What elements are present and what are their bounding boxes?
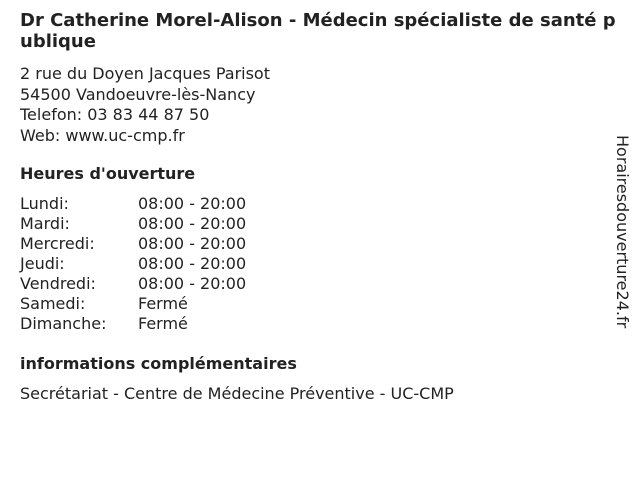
hours-row bbox=[20, 274, 246, 294]
hours-row bbox=[20, 194, 246, 214]
time-value: 08:00 - 20:00 bbox=[138, 194, 247, 213]
time-value: 08:00 - 20:00 bbox=[138, 274, 247, 293]
day-label: Mardi: bbox=[20, 214, 70, 233]
day-label: Mercredi: bbox=[20, 234, 95, 253]
hours-row bbox=[20, 294, 246, 314]
info-text: Secrétariat - Centre de Médecine Préventive - UC-CMP bbox=[20, 384, 454, 403]
site-brand-watermark: Horairesdouverture24.fr bbox=[613, 135, 632, 329]
hours-row bbox=[20, 214, 246, 234]
phone-number: Telefon: 03 83 44 87 50 bbox=[20, 105, 210, 124]
day-label: Samedi: bbox=[20, 294, 86, 313]
time-value: Fermé bbox=[138, 294, 188, 313]
info-heading: informations complémentaires bbox=[20, 354, 297, 373]
street-address: 2 rue du Doyen Jacques Parisot bbox=[20, 64, 270, 83]
page-title: Dr Catherine Morel-Alison - Médecin spécialiste de santé publique bbox=[20, 10, 616, 52]
time-value: 08:00 - 20:00 bbox=[138, 234, 247, 253]
day-label: Dimanche: bbox=[20, 314, 107, 333]
time-value: 08:00 - 20:00 bbox=[138, 254, 247, 273]
website: Web: www.uc-cmp.fr bbox=[20, 125, 185, 145]
time-value: 08:00 - 20:00 bbox=[138, 214, 247, 233]
address-block bbox=[20, 64, 270, 146]
hours-row bbox=[20, 234, 246, 254]
day-label: Vendredi: bbox=[20, 274, 96, 293]
opening-hours-table bbox=[20, 194, 246, 334]
hours-row bbox=[20, 254, 246, 274]
day-label: Lundi: bbox=[20, 194, 69, 213]
day-label: Jeudi: bbox=[20, 254, 65, 273]
hours-row bbox=[20, 314, 246, 334]
time-value: Fermé bbox=[138, 314, 188, 333]
hours-heading: Heures d'ouverture bbox=[20, 164, 196, 183]
city: 54500 Vandoeuvre-lès-Nancy bbox=[20, 84, 256, 104]
